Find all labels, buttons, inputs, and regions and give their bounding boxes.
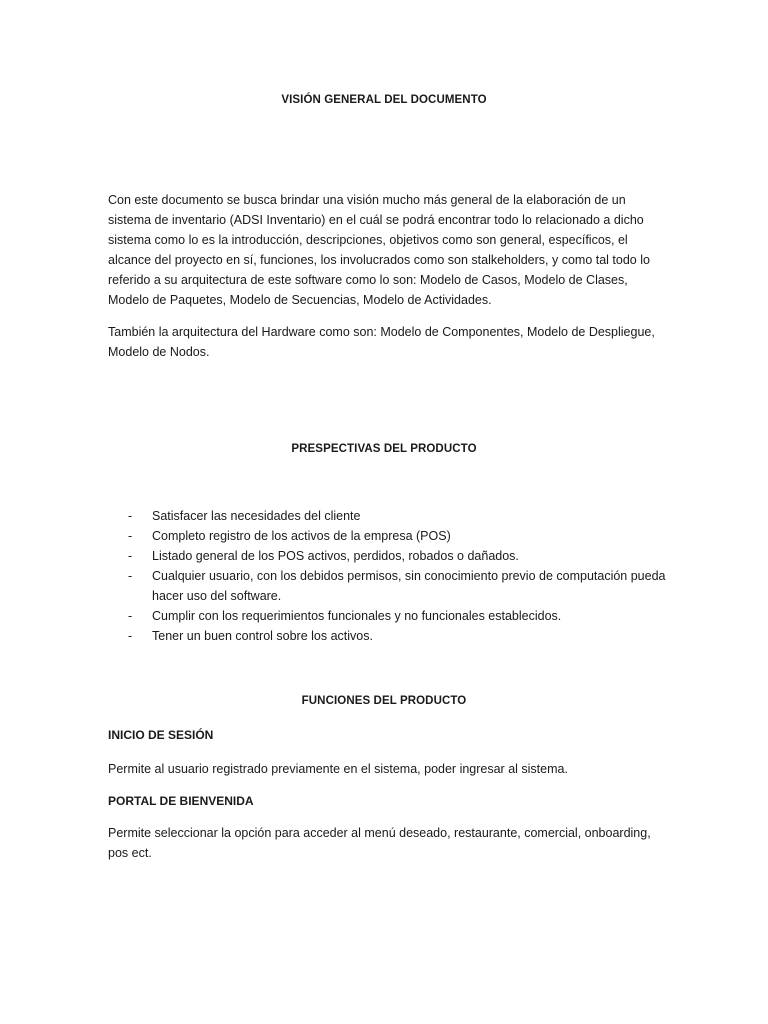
bullet-dash: -: [128, 529, 133, 543]
list-item: [108, 626, 668, 646]
bullet-dash: -: [128, 569, 133, 583]
function-title-login: INICIO DE SESIÓN: [108, 728, 214, 742]
list-item-text: Completo registro de los activos de la empresa (POS): [152, 529, 451, 543]
list-item: [108, 546, 668, 566]
vision-paragraph-1: Con este documento se busca brindar una visión mucho más general de la elaboración de un sistema de inventario (ADSI Inventario) en el cuál se podrá encontrar todo lo relacionado a dicho sistema como lo es la introducción, descripciones, objetivos como son general, específicos, el alcance del proyecto en sí, funciones, los involucrados como son stalkeholders, y como tal todo lo referido a su arquitectura de este software como lo son: Modelo de Casos, Modelo de Clases, Modelo de Paquetes, Modelo de Secuencias, Modelo de Actividades.: [108, 193, 650, 307]
function-description-login: Permite al usuario registrado previamente en el sistema, poder ingresar al sistema.: [108, 762, 568, 776]
list-item-text: Listado general de los POS activos, perdidos, robados o dañados.: [152, 549, 519, 563]
bullet-dash: -: [128, 629, 133, 643]
vision-paragraph-2: También la arquitectura del Hardware como son: Modelo de Componentes, Modelo de Despliegue, Modelo de Nodos.: [108, 325, 655, 359]
heading-perspectives: PRESPECTIVAS DEL PRODUCTO: [291, 443, 477, 455]
list-item-text: Satisfacer las necesidades del cliente: [152, 509, 361, 523]
list-item: [108, 606, 668, 626]
function-description-welcome: Permite seleccionar la opción para acceder al menú deseado, restaurante, comercial, onboarding, pos ect.: [108, 826, 651, 860]
function-title-welcome: PORTAL DE BIENVENIDA: [108, 794, 254, 808]
bullet-dash: -: [128, 609, 133, 623]
heading-vision: VISIÓN GENERAL DEL DOCUMENTO: [281, 94, 487, 106]
list-item-text: Tener un buen control sobre los activos.: [152, 629, 373, 643]
list-item-text: Cualquier usuario, con los debidos permisos, sin conocimiento previo de computación pueda hacer uso del software.: [152, 569, 666, 603]
perspectives-list: [108, 506, 668, 646]
heading-functions: FUNCIONES DEL PRODUCTO: [301, 695, 467, 707]
list-item: [108, 526, 668, 546]
bullet-dash: -: [128, 549, 133, 563]
bullet-dash: -: [128, 509, 133, 523]
list-item: [108, 506, 668, 526]
list-item-text: Cumplir con los requerimientos funcionales y no funcionales establecidos.: [152, 609, 562, 623]
list-item: [108, 566, 668, 606]
